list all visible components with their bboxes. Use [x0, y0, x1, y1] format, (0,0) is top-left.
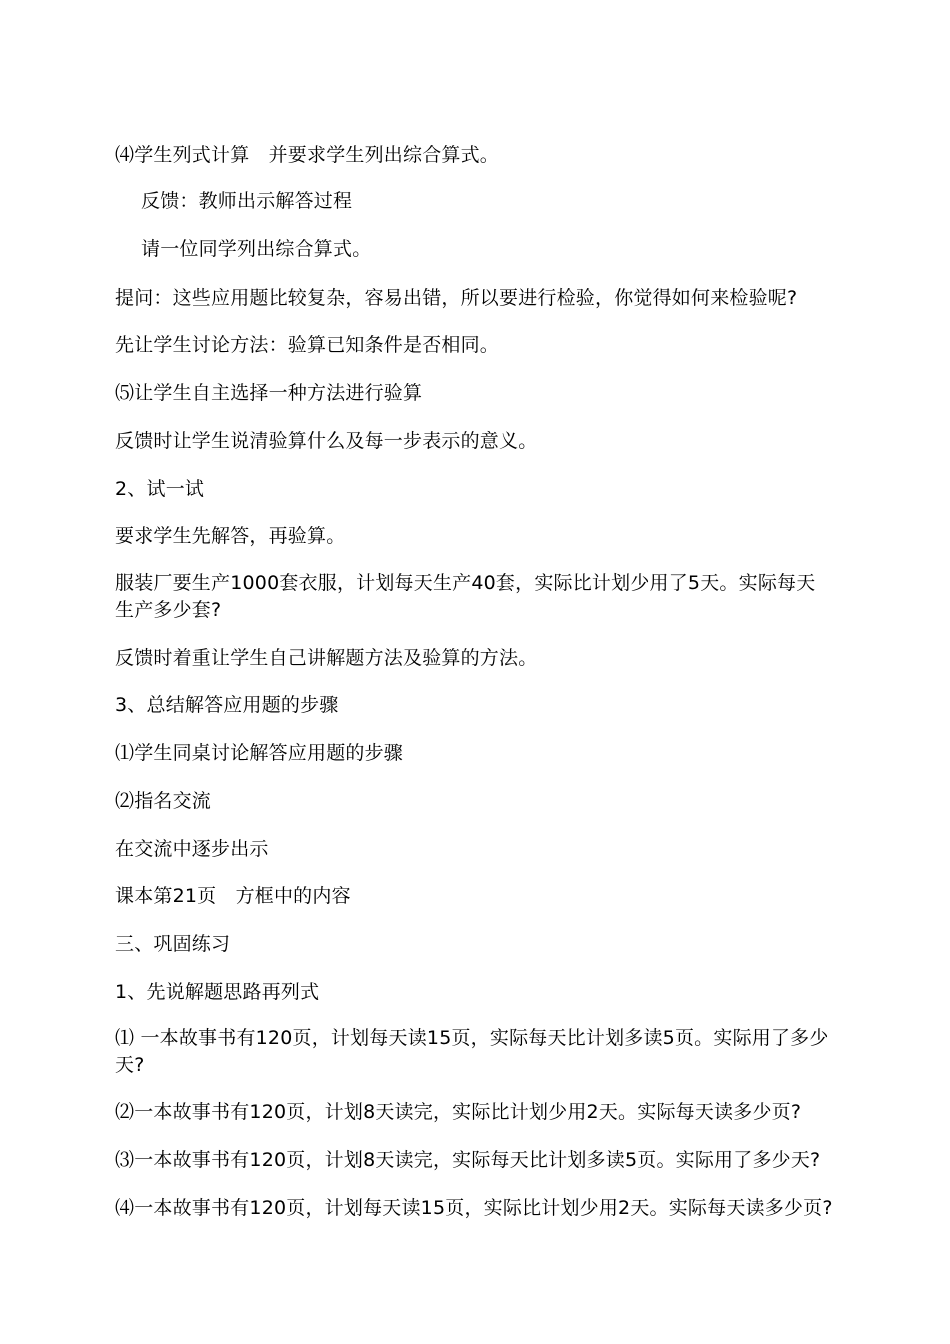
- exercise-item-1: ⑴ 一本故事书有120页，计划每天读15页，实际每天比计划多读5页。实际用了多少天?: [115, 1027, 829, 1076]
- paragraph-feedback-meaning: 反馈时让学生说清验算什么及每一步表示的意义。: [115, 430, 538, 452]
- paragraph-clothing-problem: 服装厂要生产1000套衣服，计划每天生产40套，实际比计划少用了5天。实际每天生产多少套?: [115, 572, 816, 621]
- paragraph-discuss-method: 先让学生讨论方法：验算已知条件是否相同。: [115, 334, 500, 356]
- paragraph-show-gradually: 在交流中逐步出示: [115, 838, 269, 860]
- heading-exercise-1: 1、先说解题思路再列式: [115, 981, 320, 1003]
- paragraph-step-5: ⑸让学生自主选择一种方法进行验算: [115, 382, 423, 404]
- exercise-item-2: ⑵一本故事书有120页，计划8天读完，实际比计划少用2天。实际每天读多少页?: [115, 1101, 802, 1123]
- paragraph-step-4: ⑷学生列式计算 并要求学生列出综合算式。: [115, 144, 500, 166]
- paragraph-step-1: ⑴学生同桌讨论解答应用题的步骤: [115, 742, 404, 764]
- exercise-item-3: ⑶一本故事书有120页，计划8天读完，实际每天比计划多读5页。实际用了多少天?: [115, 1149, 821, 1171]
- paragraph-textbook-page: 课本第21页 方框中的内容: [115, 885, 351, 907]
- paragraph-feedback-method: 反馈时着重让学生自己讲解题方法及验算的方法。: [115, 647, 538, 669]
- heading-try-it: 2、试一试: [115, 478, 205, 500]
- paragraph-question: 提问：这些应用题比较复杂，容易出错，所以要进行检验，你觉得如何来检验呢?: [115, 287, 798, 309]
- paragraph-solve-verify: 要求学生先解答，再验算。: [115, 525, 346, 547]
- paragraph-feedback-process: 反馈：教师出示解答过程: [141, 190, 353, 212]
- exercise-item-4: ⑷一本故事书有120页，计划每天读15页，实际比计划少用2天。实际每天读多少页?: [115, 1197, 833, 1219]
- paragraph-classmate-formula: 请一位同学列出综合算式。: [141, 238, 372, 260]
- paragraph-step-2: ⑵指名交流: [115, 790, 212, 812]
- heading-consolidation: 三、巩固练习: [115, 933, 231, 955]
- heading-summary-steps: 3、总结解答应用题的步骤: [115, 694, 339, 716]
